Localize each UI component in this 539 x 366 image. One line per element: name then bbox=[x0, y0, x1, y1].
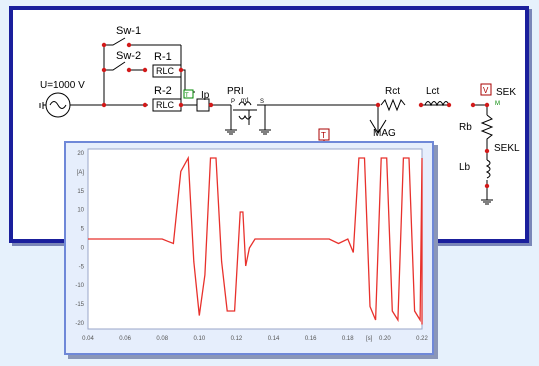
resistor-1-label: R-1 bbox=[154, 51, 172, 63]
voltage-source-icon[interactable] bbox=[46, 93, 70, 117]
switch-2-label: Sw-2 bbox=[116, 50, 142, 62]
y-tick-label: -10 bbox=[75, 283, 84, 290]
y-tick-label: 15 bbox=[77, 188, 84, 195]
inductor-ct-label: Lct bbox=[426, 86, 440, 97]
x-axis-unit-label: [s] bbox=[366, 336, 373, 342]
current-waveform-chart bbox=[66, 143, 432, 353]
rlc-box-1-label: RLC bbox=[156, 66, 175, 76]
transformer-pin-m: m1 bbox=[241, 98, 250, 104]
y-tick-label: [A] bbox=[76, 169, 84, 176]
y-tick-label: 0 bbox=[80, 245, 84, 252]
probe-small-2-label: M bbox=[495, 101, 500, 107]
node-mag-label: MAG bbox=[373, 128, 396, 139]
resistor-ct-label: Rct bbox=[385, 86, 400, 97]
y-tick-label: -15 bbox=[75, 302, 84, 309]
transformer-pin-s: S bbox=[260, 99, 265, 105]
voltage-probe-label: V bbox=[483, 86, 489, 95]
inductor-lb-icon[interactable] bbox=[487, 160, 490, 178]
transformer-label: PRI bbox=[227, 86, 244, 97]
y-tick-label: 10 bbox=[77, 207, 84, 214]
x-tick-label: 0.20 bbox=[379, 336, 391, 342]
y-tick-label: 5 bbox=[80, 226, 84, 233]
y-tick-label: -20 bbox=[75, 321, 84, 327]
y-tick-label: 20 bbox=[77, 151, 84, 157]
source-voltage-label: U=1000 V bbox=[40, 80, 85, 91]
x-tick-label: 0.08 bbox=[156, 336, 169, 342]
transformer-pin-p: P bbox=[231, 99, 236, 105]
x-tick-label: 0.04 bbox=[82, 336, 94, 342]
resistor-rct-icon[interactable] bbox=[381, 100, 405, 110]
time-probe-label: T bbox=[321, 131, 326, 140]
resistor-rb-icon[interactable] bbox=[482, 115, 492, 145]
probe-small-1-label: T bbox=[185, 93, 189, 99]
x-tick-label: 0.16 bbox=[304, 336, 317, 342]
oscilloscope-window[interactable] bbox=[64, 141, 434, 355]
rlc-box-2-label: RLC bbox=[156, 100, 175, 110]
resistor-b-label: Rb bbox=[459, 122, 472, 133]
x-tick-label: 0.06 bbox=[119, 336, 131, 342]
node-sek-label: SEK bbox=[496, 87, 517, 98]
inductor-lct-icon[interactable] bbox=[425, 102, 449, 106]
node-sekl-label: SEKL bbox=[494, 143, 520, 154]
x-tick-label: 0.12 bbox=[230, 336, 243, 342]
resistor-2-label: R-2 bbox=[154, 85, 172, 97]
x-tick-label: 0.18 bbox=[341, 336, 354, 342]
inductor-b-label: Lb bbox=[459, 162, 471, 173]
current-probe-label: Ip bbox=[201, 90, 210, 101]
x-tick-label: 0.10 bbox=[193, 336, 206, 342]
x-tick-label: 0.14 bbox=[267, 336, 280, 342]
x-tick-label: 0.22 bbox=[416, 336, 428, 342]
switch-1-label: Sw-1 bbox=[116, 25, 142, 37]
transformer-icon[interactable] bbox=[233, 102, 257, 119]
y-tick-label: -5 bbox=[78, 264, 84, 271]
